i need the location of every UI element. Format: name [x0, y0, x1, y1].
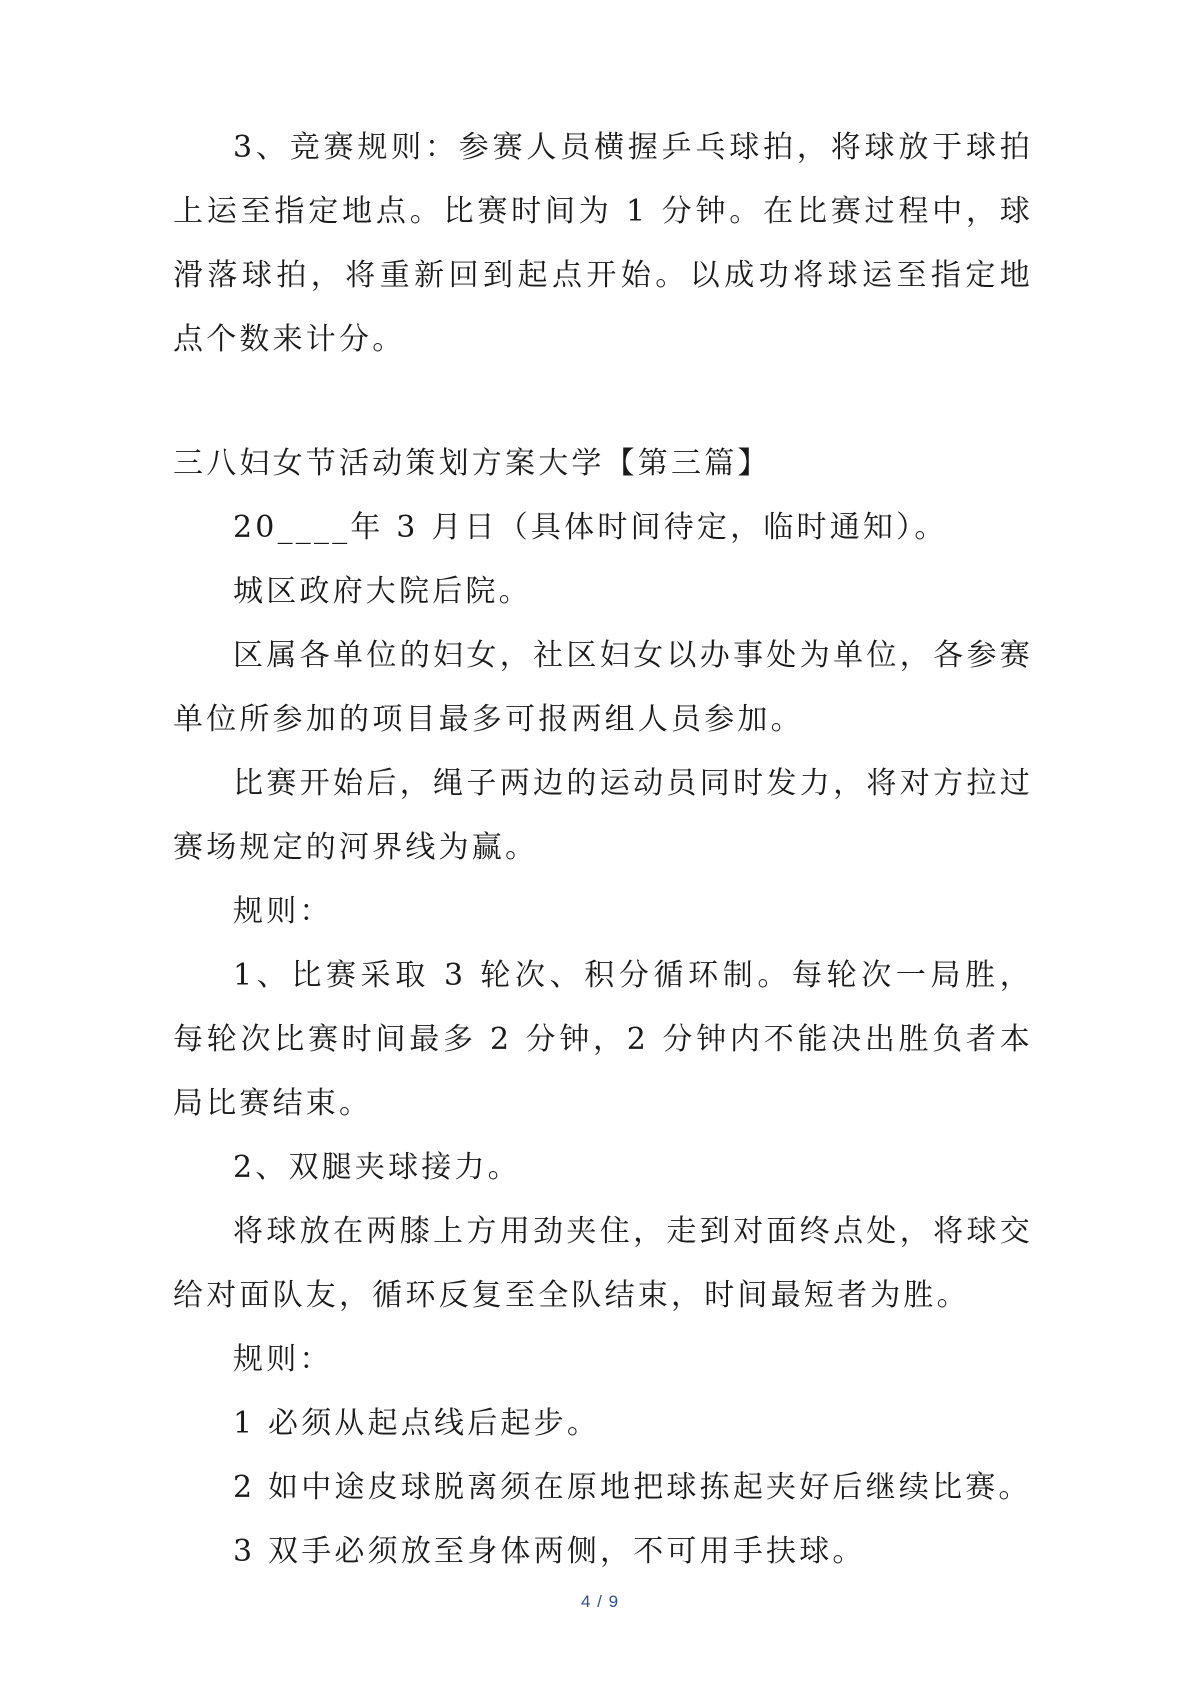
- page-number: 4 / 9: [580, 1592, 620, 1611]
- paragraph-rules-label-2: 规则：: [233, 1342, 333, 1377]
- paragraph-rule-item-3: 3 双手必须放至身体两侧，不可用手扶球。: [233, 1534, 866, 1569]
- paragraph-location: 城区政府大院后院。: [233, 574, 532, 609]
- paragraph-rule-1: 1、比赛采取 3 轮次、积分循环制。每轮次一局胜，每轮次比赛时间最多 2 分钟，2 分钟内不能决出胜负者本局比赛结束。: [173, 958, 1033, 1121]
- paragraph-participants: 区属各单位的妇女，社区妇女以办事处为单位，各参赛单位所参加的项目最多可报两组人员参加。: [173, 638, 1033, 737]
- paragraph-rule-item-2: 2 如中途皮球脱离须在原地把球拣起夹好后继续比赛。: [233, 1470, 1032, 1505]
- paragraph-rules-label: 规则：: [233, 894, 333, 929]
- paragraph-event-2: 2、双腿夹球接力。: [233, 1150, 521, 1185]
- document-body: [173, 116, 1033, 1584]
- paragraph-rule-item-1: 1 必须从起点线后起步。: [233, 1406, 601, 1441]
- paragraph-date: 20____年 3 月日（具体时间待定，临时通知）。: [233, 510, 948, 545]
- section-heading: 三八妇女节活动策划方案大学【第三篇】: [173, 446, 771, 481]
- paragraph-event-2-description: 将球放在两膝上方用劲夹住，走到对面终点处，将球交给对面队友，循环反复至全队结束，时间最短者为胜。: [173, 1214, 1033, 1313]
- paragraph-competition-rules: 3、竞赛规则：参赛人员横握乒乓球拍，将球放于球拍上运至指定地点。比赛时间为 1 分钟。在比赛过程中，球滑落球拍，将重新回到起点开始。以成功将球运至指定地点个数来计分。: [173, 130, 1033, 357]
- paragraph-tug-of-war: 比赛开始后，绳子两边的运动员同时发力，将对方拉过赛场规定的河界线为赢。: [173, 766, 1033, 865]
